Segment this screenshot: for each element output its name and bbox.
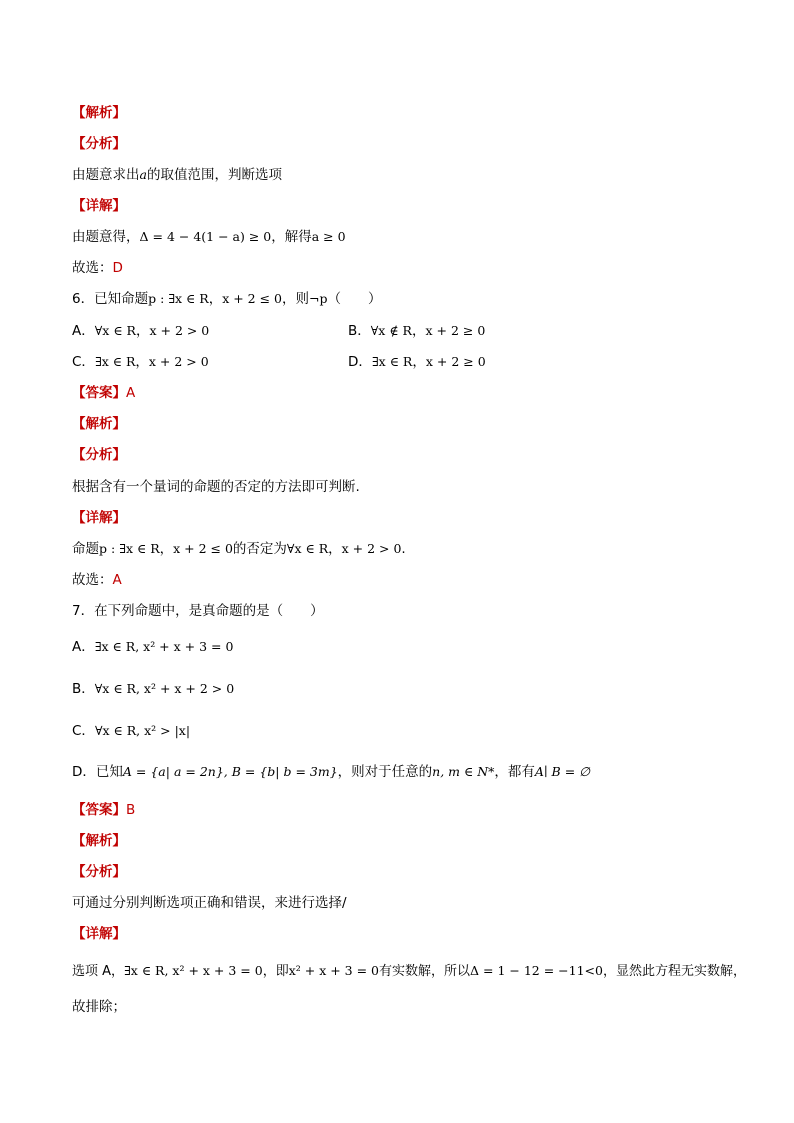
q7-option-c-math: ∀x ∈ R, x² > |x| <box>94 723 191 738</box>
q7-xj-b: ，即 <box>262 964 289 979</box>
q7-xj-math1: ∃x ∈ R, x² + x + 3 = 0 <box>124 963 263 978</box>
q6-option-a <box>72 322 209 340</box>
q6-option-c-math: ∃x ∈ R <box>94 354 136 369</box>
q7-answer <box>72 801 135 819</box>
q5-fenxi <box>72 166 282 184</box>
q6-option-a-sep: ， <box>135 323 150 339</box>
q7-option-a-math: ∃x ∈ R, x² + x + 3 = 0 <box>94 639 234 654</box>
q5-xiangjie-result: a ≥ 0 <box>311 229 346 244</box>
analysis-tag: 【解析】 <box>72 105 126 121</box>
q7-xiangjie-line2: 故排除； <box>72 999 126 1015</box>
q5-fenxi-text-b: 的取值范围，判断选项 <box>146 167 282 183</box>
q6-stem <box>72 290 381 308</box>
q6-fenxi: 根据含有一个量词的命题的否定的方法即可判断. <box>72 479 360 495</box>
q7-xj-math3: Δ = 1 − 12 = −11<0 <box>470 963 603 978</box>
detail-tag: 【详解】 <box>72 510 126 526</box>
q6-stem-d: （ ） <box>327 291 382 307</box>
q6-option-d-math: ∃x ∈ R <box>371 354 413 369</box>
q6-stem-a: 6．已知命题 <box>72 291 149 307</box>
q5-xiangjie-text-b: ，解得 <box>271 229 312 245</box>
detail-tag: 【详解】 <box>72 926 126 942</box>
q6-xj-e: . <box>401 541 406 557</box>
q6-option-b-cond: x + 2 ≥ 0 <box>425 323 486 338</box>
q6-answer <box>72 384 135 402</box>
q6-xiangjie <box>72 540 406 558</box>
q5-fenxi-var: a <box>139 167 147 182</box>
q7-option-d-label: D．已知 <box>72 764 123 780</box>
q6-xj-cond: x + 2 ≤ 0 <box>173 541 233 556</box>
q7-option-c-label: C． <box>72 723 95 739</box>
q6-option-c-sep: ， <box>135 354 149 370</box>
q7-option-b-math: ∀x ∈ R, x² + x + 2 > 0 <box>94 681 235 696</box>
analysis-tag: 【解析】 <box>72 416 126 432</box>
answer-tag: 【答案】 <box>72 385 126 401</box>
q7-xj-c: 有实数解，所以 <box>379 964 471 979</box>
q5-fenxi-text-a: 由题意求出 <box>72 167 140 183</box>
q6-choice-value: A <box>112 572 122 588</box>
q5-choice-value: D <box>112 260 123 276</box>
q6-option-a-cond: x + 2 > 0 <box>149 323 210 338</box>
q6-xj-p: p : ∃x ∈ R <box>99 541 160 556</box>
q6-option-c <box>72 353 209 371</box>
q6-stem-neg: ¬p <box>309 291 328 306</box>
q7-xj-d: ，显然此方程无实数解， <box>602 964 746 979</box>
q7-option-c <box>72 722 190 740</box>
q7-option-b <box>72 680 234 698</box>
q6-xj-d: ， <box>328 541 342 557</box>
q7-xj-math2: x² + x + 3 = 0 <box>288 963 379 978</box>
q6-xj-neg: ∀x ∈ R <box>286 541 329 556</box>
q6-option-a-label: A． <box>72 323 95 339</box>
q6-stem-p: p : ∃x ∈ R <box>148 291 209 306</box>
q6-stem-b: ， <box>208 291 223 307</box>
answer-tag: 【答案】 <box>72 802 126 818</box>
q6-stem-cond: x + 2 ≤ 0 <box>222 291 282 306</box>
breakdown-tag: 【分析】 <box>72 864 126 880</box>
q7-option-b-label: B． <box>72 681 95 697</box>
q7-option-d <box>72 763 590 781</box>
q6-xj-b: ， <box>159 541 174 557</box>
q6-option-d <box>348 353 486 371</box>
q6-option-d-cond: x + 2 ≥ 0 <box>425 354 486 369</box>
q7-option-d-nm: n, m ∈ N* <box>432 764 495 779</box>
q7-option-d-mid: ，则对于任意的 <box>337 764 433 780</box>
breakdown-tag: 【分析】 <box>72 136 126 152</box>
q7-xj-a: 选项 A， <box>72 964 125 979</box>
q6-option-c-cond: x + 2 > 0 <box>148 354 209 369</box>
q7-option-d-end: ，都有 <box>494 764 535 780</box>
q7-stem: 7．在下列命题中，是真命题的是（ ） <box>72 603 324 619</box>
q7-answer-value: B <box>126 802 136 818</box>
q5-xiangjie <box>72 228 346 246</box>
q7-option-a <box>72 638 233 656</box>
q7-option-d-sets: A = {a| a = 2n}, B = {b| b = 3m} <box>122 764 338 779</box>
q6-xj-a: 命题 <box>72 541 99 557</box>
q6-xj-c: 的否定为 <box>232 541 287 557</box>
detail-tag: 【详解】 <box>72 198 126 214</box>
q6-choice-label: 故选： <box>72 572 113 588</box>
q5-xiangjie-math: Δ = 4 − 4(1 − a) ≥ 0 <box>139 229 272 244</box>
q7-option-a-label: A． <box>72 639 95 655</box>
q6-option-b-label: B． <box>348 323 371 339</box>
q6-answer-value: A <box>126 385 136 401</box>
q6-option-b-sep: ， <box>411 323 426 339</box>
q6-option-d-sep: ， <box>412 354 426 370</box>
analysis-tag: 【解析】 <box>72 833 126 849</box>
q6-option-a-math: ∀x ∈ R <box>94 323 136 338</box>
q6-stem-c: ，则 <box>282 291 309 307</box>
q6-choice <box>72 571 122 589</box>
q6-option-d-label: D． <box>348 354 372 370</box>
q5-xiangjie-text-a: 由题意得， <box>72 229 140 245</box>
q6-option-b-math: ∀x ∉ R <box>370 323 412 338</box>
q7-option-d-math: A∣ B = ∅ <box>534 764 591 779</box>
q7-xiangjie <box>72 962 746 981</box>
q5-choice-label: 故选： <box>72 260 113 276</box>
q5-choice <box>72 259 123 277</box>
q6-option-b <box>348 322 485 340</box>
q6-xj-negcond: x + 2 > 0 <box>341 541 402 556</box>
q6-option-c-label: C． <box>72 354 95 370</box>
breakdown-tag: 【分析】 <box>72 447 126 463</box>
q7-fenxi: 可通过分别判断选项正确和错误，来进行选择/ <box>72 895 347 911</box>
